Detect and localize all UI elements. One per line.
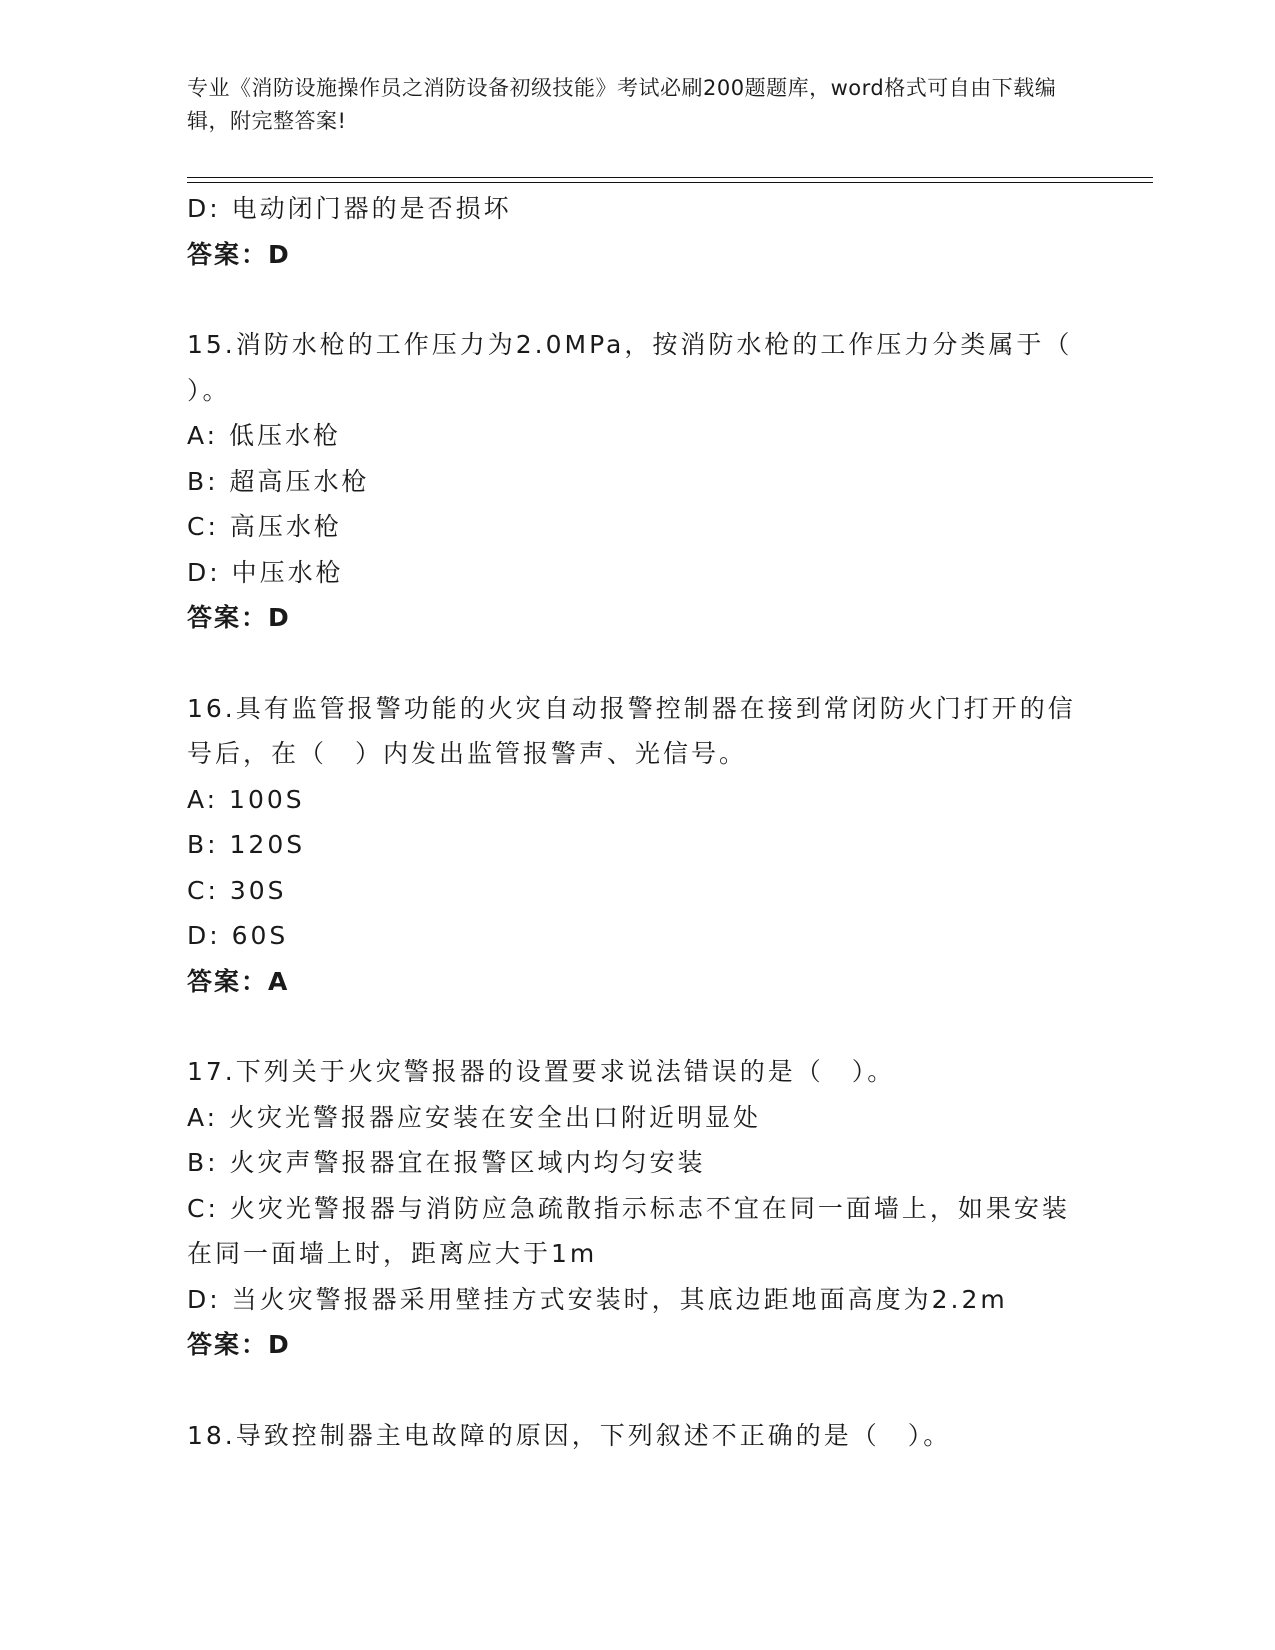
question-16	[187, 686, 1087, 1005]
answer-line: 答案：D	[187, 239, 291, 269]
option-a: A: 低压水枪	[187, 421, 342, 450]
option-c: C: 30S	[187, 875, 287, 905]
option-a: A: 100S	[187, 784, 305, 814]
option-c: C: 火灾光警报器与消防应急疏散指示标志不宜在同一面墙上，如果安装在同一面墙上时，距离应大于1m	[187, 1193, 1070, 1268]
question-stem: 15.消防水枪的工作压力为2.0MPa，按消防水枪的工作压力分类属于（ ）。	[187, 330, 1073, 405]
option-a: A: 火灾光警报器应安装在安全出口附近明显处	[187, 1102, 762, 1132]
question-18	[187, 1413, 1087, 1459]
question-content	[187, 186, 1087, 1458]
question-17	[187, 1049, 1087, 1368]
option-d: D: 电动闭门器的是否损坏	[187, 194, 512, 223]
answer-line: 答案：A	[187, 966, 290, 996]
page-header	[187, 72, 1067, 138]
question-stem: 18.导致控制器主电故障的原因，下列叙述不正确的是（ ）。	[187, 1420, 952, 1450]
option-d: D: 当火灾警报器采用壁挂方式安装时，其底边距地面高度为2.2m	[187, 1284, 1008, 1314]
question-stem: 17.下列关于火灾警报器的设置要求说法错误的是（ ）。	[187, 1057, 896, 1086]
answer-line: 答案：D	[187, 603, 291, 632]
question-stem: 16.具有监管报警功能的火灾自动报警控制器在接到常闭防火门打开的信号后，在（ ）内发出监管报警声、光信号。	[187, 693, 1076, 768]
question-15	[187, 322, 1087, 641]
option-b: B: 超高压水枪	[187, 466, 370, 496]
option-b: B: 火灾声警报器宜在报警区域内均匀安装	[187, 1148, 706, 1177]
option-b: B: 120S	[187, 830, 306, 859]
option-c: C: 高压水枪	[187, 512, 342, 541]
option-d: D: 60S	[187, 921, 289, 950]
option-d: D: 中压水枪	[187, 557, 344, 587]
header-divider-bottom	[187, 182, 1153, 183]
header-divider-top	[187, 177, 1153, 178]
answer-line: 答案：D	[187, 1330, 291, 1359]
carryover-question	[187, 186, 1087, 277]
page-header-title: 专业《消防设施操作员之消防设备初级技能》考试必刷200题题库，word格式可自由下载编辑，附完整答案!	[187, 76, 1057, 133]
